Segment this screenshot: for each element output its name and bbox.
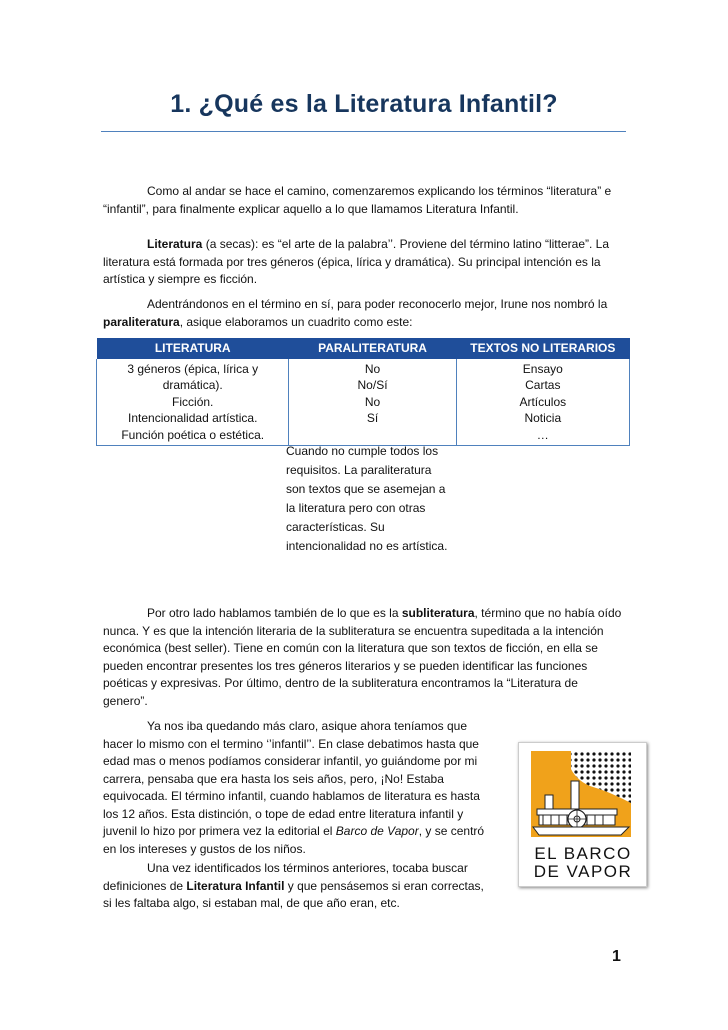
paraliteratura-note: Cuando no cumple todos los requisitos. La paraliteratura son textos que se asemejan a la literatura pero con otras características. Su intencionalidad no es artística. [286,444,448,553]
logo-text-line-1: EL BARCO [534,844,632,863]
paragraph-paraliteratura [103,296,623,331]
steamboat-icon [531,751,631,837]
term-subliteratura: subliteratura [401,606,475,620]
table-cell-line: … [536,427,549,442]
table-cell-line: Artículos [519,394,567,409]
logo-text-line-2: DE VAPOR [533,862,633,881]
table-cell-literatura [97,359,289,446]
term-literatura-infantil: Literatura Infantil [186,878,285,893]
logo-illustration [531,751,631,837]
comparison-table [96,338,630,446]
table-header-literatura: LITERATURA [97,338,289,359]
table-cell-line: No/Sí [357,378,388,392]
table-header-row [97,338,630,359]
table-row [97,359,630,446]
table-cell-line: No [364,361,381,376]
table-cell-line: Ensayo [522,361,563,376]
table-cell-line: Ficción. [172,394,214,409]
table-cell-textos-no-literarios [456,359,629,446]
paragraph-literatura [103,236,623,289]
table-cell-line: Noticia [524,411,562,425]
paragraph-infantil [103,718,495,858]
paragraph-definiciones [103,860,495,913]
barco-de-vapor-logo [518,742,647,887]
paragraph-intro-text: Como al andar se hace el camino, comenzaremos explicando los términos “literatura” e “infantil”, para finalmente explicar aquello a lo que llamamos Literatura Infantil. [103,184,612,216]
page-number: 1 [612,948,621,965]
paragraph-paraliteratura-text-a: Adentrándonos en el término en sí, para poder reconocerlo mejor, Irune nos nombró la [147,297,608,311]
table-cell-line: Cartas [525,378,561,392]
paragraph-subliteratura-text-a: Por otro lado hablamos también de lo que es la [147,606,402,620]
paragraph-paraliteratura-text-b: , asique elaboramos un cuadrito como este: [179,314,413,329]
paragraph-infantil-text-a: Ya nos iba quedando más claro, asique ahora teníamos que hacer lo mismo con el termino ‘’infantil’’. En clase debatimos hasta que edad mas o menos podíamos considerar infantil, yo guiándome por mi carrera, pensaba que era hasta los seis años, pero, ¡No! Estaba equivocada. El término infantil, cuando hablamos de literatura es hasta los 12 años. Esta distinción, o tope de edad entre literatura infantil y juvenil lo hizo por primera vez la editorial el [103,719,480,838]
page-title: 1. ¿Qué es la Literatura Infantil? [170,90,558,118]
table-cell-line: Función poética o estética. [121,427,265,442]
table-cell-line: Intencionalidad artística. [128,411,258,425]
table-cell-line: Sí [366,411,379,425]
table-cell-paraliteratura [289,359,456,446]
paragraph-intro [103,183,623,218]
title-underline [101,131,626,132]
paragraph-infantil-text-b: , y se centró en los intereses y gustos de los niños. [103,824,485,856]
table-header-textos-no-literarios: TEXTOS NO LITERARIOS [456,338,629,359]
paragraph-subliteratura-text-b: , término que no había oído nunca. Y es que la intención literaria de la subliteratura se encuentra supeditada a la intención económica (best seller). Tiene en común con la literatura que son textos de ficción, en ella se pueden encontrar presentes los tres géneros literarios y se pueden identificar las funciones poéticas y expresivas. Por último, dentro de la subliteratura encontramos la “Literatura de genero”. [103,606,622,708]
table-cell-line: dramática). [162,378,223,392]
term-literatura: Literatura [147,237,203,251]
paragraph-definiciones-text-a: Una vez identificados los términos anteriores, tocaba buscar definiciones de [103,861,468,893]
paragraph-definiciones-text-b: y que pensásemos si eran correctas, si les faltaba algo, si estaban mal, de que año eran, etc. [103,878,484,910]
term-paraliteratura: paraliteratura [103,314,180,329]
table-cell-line: 3 géneros (épica, lírica y [127,361,259,376]
paragraph-subliteratura [103,605,623,710]
barco-de-vapor-mention: Barco de Vapor [335,824,419,838]
table-header-paraliteratura: PARALITERATURA [289,338,456,359]
table-cell-line: No [364,394,381,409]
paragraph-literatura-text: (a secas): es “el arte de la palabra’’. Proviene del término latino “litterae”. La literatura está formada por tres géneros (épica, lírica y dramática). Su principal intención es la artística y siempre es ficción. [103,237,610,286]
